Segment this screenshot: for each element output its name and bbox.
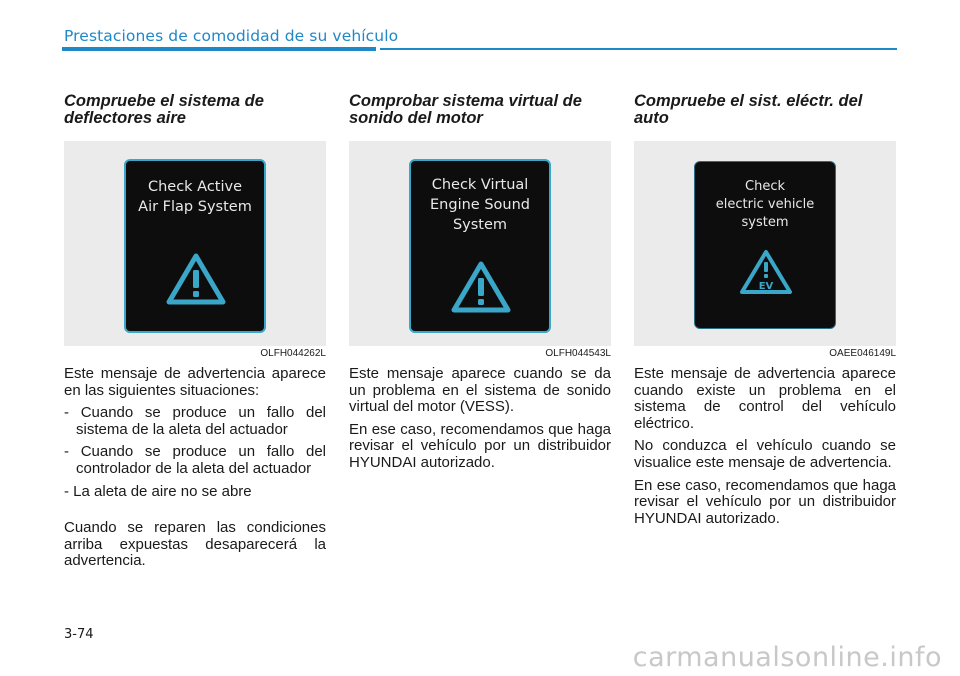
screen-line: Check Active — [147, 179, 243, 195]
header-rule-thick — [62, 47, 376, 51]
body-text — [64, 366, 326, 570]
section-title-virtual-sound: Comprobar sistema virtual de sonido del motor — [349, 92, 582, 127]
body-text — [349, 366, 611, 472]
paragraph: Este mensaje de advertencia aparece cuando existe un problema en el sistema de control del vehículo eléctrico. — [634, 365, 896, 432]
figure-code: OLFH044262L — [260, 348, 326, 359]
section-title-electric-system: Compruebe el sist. eléctr. del auto — [634, 92, 863, 127]
figure-air-flap — [64, 141, 326, 346]
ev-warning-triangle-icon — [738, 248, 794, 296]
column-virtual-sound — [349, 93, 611, 478]
figure-electric-system — [634, 141, 896, 346]
screen-line: system — [741, 215, 789, 230]
bullet-item: - Cuando se produce un fallo del sistema de la aleta del actuador — [64, 404, 326, 438]
screen-line: electric vehicle — [715, 197, 815, 212]
paragraph: Cuando se reparen las condiciones arriba expuestas desaparecerá la advertencia. — [64, 519, 326, 570]
column-electric-system — [634, 93, 896, 533]
warning-triangle-icon — [164, 251, 228, 307]
section-header-title: Prestaciones de comodidad de su vehículo — [64, 27, 399, 45]
section-title-air-flap: Compruebe el sistema de deflectores aire — [64, 92, 264, 127]
cluster-display — [694, 161, 836, 329]
watermark: carmanualsonline.info — [632, 642, 942, 673]
column-air-flap — [64, 93, 326, 576]
warning-triangle-icon — [449, 259, 513, 315]
cluster-display — [124, 159, 266, 333]
screen-line: System — [452, 217, 508, 233]
page-number: 3-74 — [64, 627, 94, 642]
paragraph: En ese caso, recomendamos que haga revisar el vehículo por un distribuidor HYUNDAI autorizado. — [349, 420, 611, 471]
screen-line: Check — [745, 179, 785, 194]
paragraph: Este mensaje de advertencia aparece en las siguientes situaciones: — [64, 365, 326, 399]
figure-code: OAEE046149L — [829, 348, 896, 359]
figure-virtual-sound — [349, 141, 611, 346]
header-rule-thin — [380, 48, 897, 50]
body-text — [634, 366, 896, 527]
bullet-item: - La aleta de aire no se abre — [64, 482, 252, 500]
screen-line: Check Virtual — [431, 177, 529, 193]
paragraph: En ese caso, recomendamos que haga revisar el vehículo por un distribuidor HYUNDAI autorizado. — [634, 476, 896, 527]
paragraph: Este mensaje aparece cuando se da un problema en el sistema de sonido virtual del motor (VESS). — [349, 365, 611, 416]
bullet-item: - Cuando se produce un fallo del controlador de la aleta del actuador — [64, 443, 326, 477]
figure-code: OLFH044543L — [545, 348, 611, 359]
screen-line: Air Flap System — [138, 199, 252, 215]
cluster-display — [409, 159, 551, 333]
paragraph: No conduzca el vehículo cuando se visualice este mensaje de advertencia. — [634, 437, 896, 471]
ev-label: EV — [758, 281, 774, 292]
screen-line: Engine Sound — [430, 197, 530, 213]
